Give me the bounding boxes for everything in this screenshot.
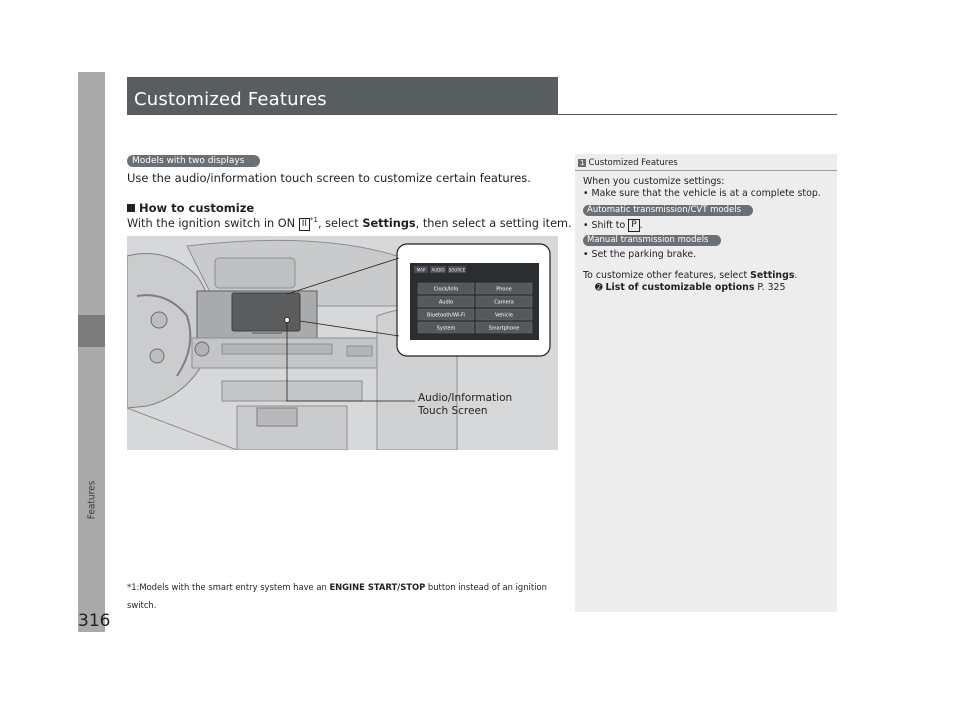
how-to-heading: How to customize [127,201,254,215]
screen-button-audio: Audio [438,299,454,306]
ignition-key-symbol: II [299,218,310,231]
page-number: 316 [78,611,111,631]
screen-button-system: System [436,325,456,332]
footnote-ref: *1 [310,216,318,224]
reference-arrow-icon: ➋ [595,283,603,293]
side-note-brake: • Set the parking brake. [583,249,697,260]
park-key-symbol: P [628,219,639,232]
screen-button-camera: Camera [494,299,514,306]
side-note-when: When you customize settings: [583,176,725,187]
screen-button-clock: Clock/Info [433,286,459,293]
models-badge: Models with two displays [127,155,260,167]
side-note-rule [575,170,837,171]
screen-tab-map: MAP [416,267,426,273]
page-title: Customized Features [134,89,327,110]
side-note-bullet-stop: • Make sure that the vehicle is at a complete stop. [583,188,821,199]
screen-tab-source: SOURCE [448,267,466,273]
side-tab-label: Features [86,480,97,520]
bullet-icon: • [583,188,592,199]
footnote: *1:Models with the smart entry system have an ENGINE START/STOP button instead of an ignition switch. [127,582,547,610]
side-note-shift: • Shift to P . [583,220,643,231]
side-note-other: To customize other features, select Settings. [583,270,798,281]
auto-transmission-badge: Automatic transmission/CVT models [583,205,753,216]
screen-tab-audio: AUDIO [431,267,445,273]
side-note-title: 1 Customized Features [580,158,678,168]
customizable-options-link[interactable]: ➋ List of customizable options P. 325 [595,282,786,293]
manual-transmission-badge: Manual transmission models [583,235,721,246]
bullet-icon: • [583,249,592,260]
settings-label: Settings [362,216,416,230]
screen-button-phone: Phone [496,286,512,293]
side-tab-marker [78,315,105,347]
figure-callout: Audio/Information Touch Screen [418,392,513,417]
side-tab [78,72,105,632]
intro-text: Use the audio/information touch screen to customize certain features. [127,171,531,185]
screen-button-smartphone: Smartphone [488,325,520,332]
bullet-icon: • [583,220,592,231]
screen-button-bluetooth: Bluetooth/Wi-Fi [427,312,465,319]
square-bullet-icon [127,204,135,212]
ignition-instruction: With the ignition switch in ON II $^{*1}$, select Settings, then select a setting item. [127,216,572,230]
screen-button-vehicle: Vehicle [495,312,513,319]
header-rule [127,114,837,115]
